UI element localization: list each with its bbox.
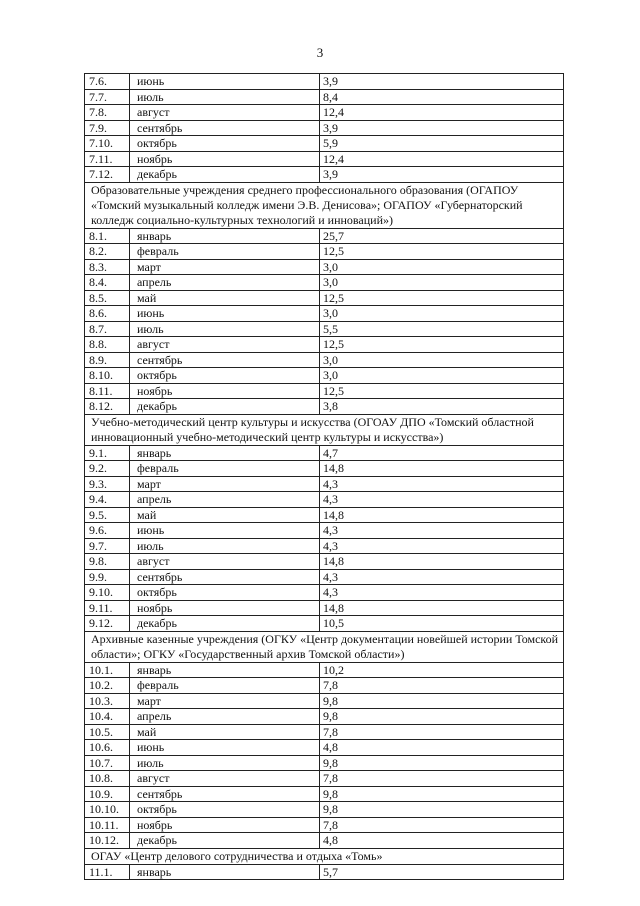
row-number: 10.5. — [85, 724, 130, 740]
row-month: декабрь — [130, 167, 320, 183]
row-value: 3,9 — [320, 120, 564, 136]
row-month: июль — [130, 755, 320, 771]
row-number: 10.8. — [85, 771, 130, 787]
row-number: 9.6. — [85, 523, 130, 539]
row-value: 14,8 — [320, 600, 564, 616]
row-month: март — [130, 259, 320, 275]
table-row — [85, 678, 564, 694]
table-row — [85, 461, 564, 477]
row-number: 8.11. — [85, 383, 130, 399]
table-row — [85, 445, 564, 461]
row-value: 9,8 — [320, 786, 564, 802]
row-number: 9.10. — [85, 585, 130, 601]
row-number: 8.3. — [85, 259, 130, 275]
row-value: 3,8 — [320, 399, 564, 415]
row-value: 12,5 — [320, 337, 564, 353]
table-row — [85, 383, 564, 399]
section-header-row — [85, 414, 564, 445]
table-row — [85, 523, 564, 539]
table-row — [85, 616, 564, 632]
row-value: 4,7 — [320, 445, 564, 461]
row-value: 4,3 — [320, 538, 564, 554]
row-month: июль — [130, 89, 320, 105]
page-number: 3 — [316, 45, 324, 60]
row-month: май — [130, 290, 320, 306]
row-value: 14,8 — [320, 554, 564, 570]
row-value: 5,7 — [320, 864, 564, 880]
row-value: 12,4 — [320, 105, 564, 121]
table-row — [85, 290, 564, 306]
row-value: 5,5 — [320, 321, 564, 337]
row-month: сентябрь — [130, 352, 320, 368]
table-row — [85, 755, 564, 771]
table-row — [85, 740, 564, 756]
row-month: август — [130, 105, 320, 121]
section-header-row — [85, 631, 564, 662]
row-value: 3,0 — [320, 368, 564, 384]
row-month: ноябрь — [130, 817, 320, 833]
row-number: 8.7. — [85, 321, 130, 337]
row-number: 9.9. — [85, 569, 130, 585]
row-number: 8.8. — [85, 337, 130, 353]
table-row — [85, 833, 564, 849]
row-number: 9.1. — [85, 445, 130, 461]
row-value: 9,8 — [320, 755, 564, 771]
row-month: январь — [130, 445, 320, 461]
row-number: 10.4. — [85, 709, 130, 725]
row-month: ноябрь — [130, 600, 320, 616]
row-number: 8.5. — [85, 290, 130, 306]
row-number: 9.4. — [85, 492, 130, 508]
row-number: 9.8. — [85, 554, 130, 570]
row-number: 8.1. — [85, 228, 130, 244]
section-title: Учебно-методический центр культуры и искусства (ОГОАУ ДПО «Томский областной инновационный учебно-методический центр культуры и искусства») — [85, 414, 564, 445]
table-row — [85, 802, 564, 818]
row-value: 9,8 — [320, 693, 564, 709]
row-value: 4,3 — [320, 523, 564, 539]
table-row — [85, 244, 564, 260]
row-number: 8.12. — [85, 399, 130, 415]
row-month: июнь — [130, 306, 320, 322]
row-month: апрель — [130, 492, 320, 508]
table-row — [85, 724, 564, 740]
row-value: 9,8 — [320, 802, 564, 818]
row-month: октябрь — [130, 585, 320, 601]
table-row — [85, 786, 564, 802]
table-row — [85, 771, 564, 787]
row-number: 7.7. — [85, 89, 130, 105]
row-month: ноябрь — [130, 383, 320, 399]
row-month: январь — [130, 662, 320, 678]
row-number: 8.10. — [85, 368, 130, 384]
table-row — [85, 817, 564, 833]
row-month: март — [130, 693, 320, 709]
row-month: январь — [130, 864, 320, 880]
row-number: 7.8. — [85, 105, 130, 121]
table-row — [85, 306, 564, 322]
row-number: 7.6. — [85, 74, 130, 90]
row-number: 10.12. — [85, 833, 130, 849]
row-number: 9.2. — [85, 461, 130, 477]
row-value: 4,8 — [320, 833, 564, 849]
row-month: сентябрь — [130, 569, 320, 585]
table-row — [85, 476, 564, 492]
table-row — [85, 259, 564, 275]
row-number: 8.2. — [85, 244, 130, 260]
table-row — [85, 74, 564, 90]
row-month: август — [130, 554, 320, 570]
row-value: 8,4 — [320, 89, 564, 105]
row-value: 3,0 — [320, 306, 564, 322]
table-row — [85, 151, 564, 167]
row-value: 3,9 — [320, 74, 564, 90]
row-number: 8.4. — [85, 275, 130, 291]
row-month: август — [130, 771, 320, 787]
row-month: сентябрь — [130, 786, 320, 802]
table-row — [85, 368, 564, 384]
row-number: 10.7. — [85, 755, 130, 771]
row-number: 9.7. — [85, 538, 130, 554]
table-body — [85, 74, 564, 880]
row-number: 10.9. — [85, 786, 130, 802]
row-value: 4,3 — [320, 569, 564, 585]
row-value: 7,8 — [320, 678, 564, 694]
row-month: июнь — [130, 523, 320, 539]
row-value: 12,5 — [320, 290, 564, 306]
section-title: Образовательные учреждения среднего профессионального образования (ОГАПОУ «Томский музыкальный колледж имени Э.В. Денисова»; ОГАПОУ «Губернаторский колледж социально-культурных технологий и инноваций») — [85, 182, 564, 228]
row-number: 9.5. — [85, 507, 130, 523]
table-row — [85, 492, 564, 508]
table-row — [85, 352, 564, 368]
table-row — [85, 585, 564, 601]
row-value: 3,0 — [320, 352, 564, 368]
row-number: 10.11. — [85, 817, 130, 833]
row-value: 25,7 — [320, 228, 564, 244]
row-value: 4,3 — [320, 492, 564, 508]
table-row — [85, 709, 564, 725]
row-value: 14,8 — [320, 461, 564, 477]
table-row — [85, 120, 564, 136]
row-value: 3,0 — [320, 259, 564, 275]
row-value: 4,8 — [320, 740, 564, 756]
table-row — [85, 89, 564, 105]
table-row — [85, 167, 564, 183]
row-number: 8.6. — [85, 306, 130, 322]
row-month: декабрь — [130, 833, 320, 849]
row-value: 7,8 — [320, 724, 564, 740]
row-value: 12,5 — [320, 244, 564, 260]
row-month: февраль — [130, 244, 320, 260]
row-month: сентябрь — [130, 120, 320, 136]
row-value: 3,9 — [320, 167, 564, 183]
row-month: апрель — [130, 275, 320, 291]
row-number: 11.1. — [85, 864, 130, 880]
row-month: август — [130, 337, 320, 353]
row-month: май — [130, 724, 320, 740]
row-value: 3,0 — [320, 275, 564, 291]
row-value: 5,9 — [320, 136, 564, 152]
section-header-row — [85, 182, 564, 228]
row-month: октябрь — [130, 368, 320, 384]
row-number: 9.3. — [85, 476, 130, 492]
table-row — [85, 554, 564, 570]
table-row — [85, 507, 564, 523]
row-number: 7.11. — [85, 151, 130, 167]
row-month: июнь — [130, 740, 320, 756]
row-value: 4,3 — [320, 476, 564, 492]
row-month: апрель — [130, 709, 320, 725]
row-number: 10.3. — [85, 693, 130, 709]
row-month: февраль — [130, 461, 320, 477]
row-number: 7.9. — [85, 120, 130, 136]
table-row — [85, 662, 564, 678]
tariff-table — [84, 73, 564, 880]
row-value: 4,3 — [320, 585, 564, 601]
row-number: 8.9. — [85, 352, 130, 368]
row-value: 14,8 — [320, 507, 564, 523]
row-month: июль — [130, 321, 320, 337]
row-value: 9,8 — [320, 709, 564, 725]
row-month: февраль — [130, 678, 320, 694]
row-number: 7.10. — [85, 136, 130, 152]
row-number: 10.10. — [85, 802, 130, 818]
row-month: май — [130, 507, 320, 523]
row-value: 10,2 — [320, 662, 564, 678]
row-month: июнь — [130, 74, 320, 90]
row-value: 12,4 — [320, 151, 564, 167]
row-number: 10.1. — [85, 662, 130, 678]
section-header-row — [85, 848, 564, 864]
row-month: март — [130, 476, 320, 492]
row-month: декабрь — [130, 399, 320, 415]
row-number: 10.6. — [85, 740, 130, 756]
table-row — [85, 600, 564, 616]
row-number: 7.12. — [85, 167, 130, 183]
table-row — [85, 693, 564, 709]
table-row — [85, 228, 564, 244]
row-value: 7,8 — [320, 771, 564, 787]
table-row — [85, 136, 564, 152]
row-number: 9.11. — [85, 600, 130, 616]
table-row — [85, 321, 564, 337]
row-month: октябрь — [130, 802, 320, 818]
table-row — [85, 275, 564, 291]
table-row — [85, 337, 564, 353]
table-row — [85, 864, 564, 880]
row-month: ноябрь — [130, 151, 320, 167]
row-value: 12,5 — [320, 383, 564, 399]
row-value: 7,8 — [320, 817, 564, 833]
row-month: январь — [130, 228, 320, 244]
table-row — [85, 538, 564, 554]
row-month: июль — [130, 538, 320, 554]
table-row — [85, 569, 564, 585]
row-value: 10,5 — [320, 616, 564, 632]
section-title: Архивные казенные учреждения (ОГКУ «Центр документации новейшей истории Томской области»; ОГКУ «Государственный архив Томской области») — [85, 631, 564, 662]
table-row — [85, 105, 564, 121]
row-number: 9.12. — [85, 616, 130, 632]
row-month: октябрь — [130, 136, 320, 152]
table-row — [85, 399, 564, 415]
row-number: 10.2. — [85, 678, 130, 694]
row-month: декабрь — [130, 616, 320, 632]
section-title: ОГАУ «Центр делового сотрудничества и отдыха «Томь» — [85, 848, 564, 864]
